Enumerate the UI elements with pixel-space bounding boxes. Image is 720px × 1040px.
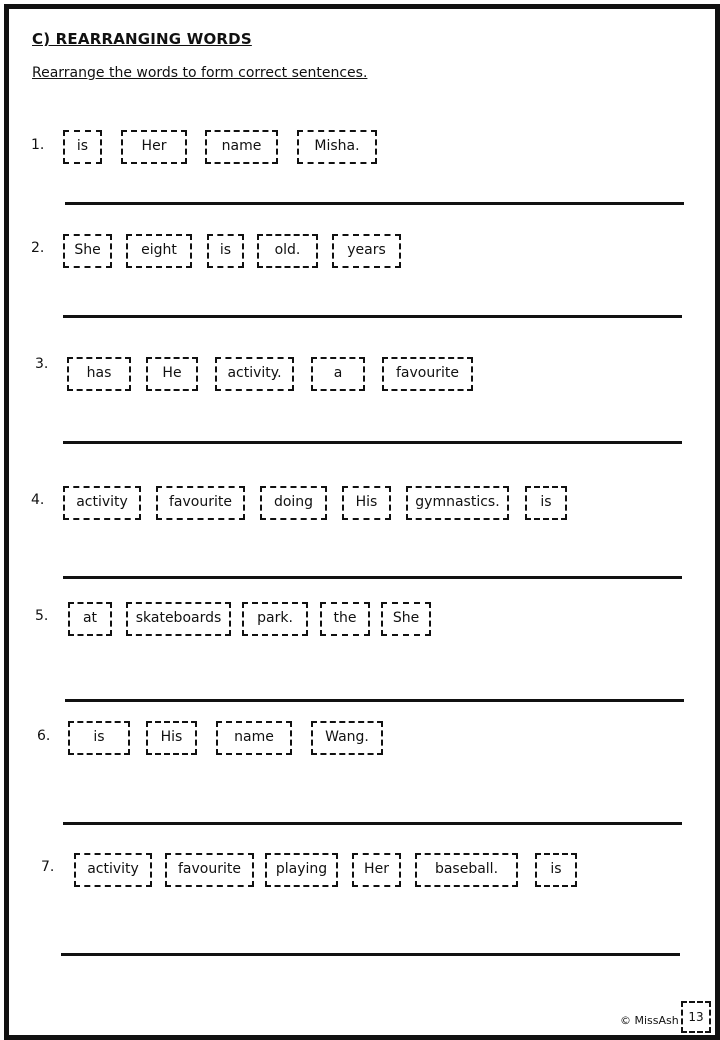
question-number-2: 2. [31, 240, 45, 256]
question-number-3: 3. [35, 356, 49, 372]
word-card[interactable]: activity. [215, 357, 294, 391]
word-card[interactable]: is [525, 486, 567, 520]
word-card[interactable]: His [146, 721, 197, 755]
word-card[interactable]: at [68, 602, 112, 636]
question-number-5: 5. [35, 608, 49, 624]
answer-line-2[interactable] [63, 315, 682, 318]
instruction-text: Rearrange the words to form correct sentences. [32, 65, 368, 81]
answer-line-4[interactable] [63, 576, 682, 579]
word-card[interactable]: She [63, 234, 112, 268]
word-card[interactable]: favourite [156, 486, 245, 520]
word-card[interactable]: eight [126, 234, 192, 268]
answer-line-7[interactable] [61, 953, 680, 956]
word-card[interactable]: skateboards [126, 602, 231, 636]
section-title: C) REARRANGING WORDS [32, 30, 252, 48]
question-number-6: 6. [37, 728, 51, 744]
word-card[interactable]: favourite [165, 853, 254, 887]
word-card[interactable]: activity [63, 486, 141, 520]
word-card[interactable]: a [311, 357, 365, 391]
word-card[interactable]: park. [242, 602, 308, 636]
word-card[interactable]: years [332, 234, 401, 268]
word-card[interactable]: playing [265, 853, 338, 887]
answer-line-3[interactable] [63, 441, 682, 444]
word-card[interactable]: Wang. [311, 721, 383, 755]
word-card[interactable]: is [63, 130, 102, 164]
word-card[interactable]: Her [121, 130, 187, 164]
word-card[interactable]: He [146, 357, 198, 391]
question-number-1: 1. [31, 137, 45, 153]
word-card[interactable]: name [216, 721, 292, 755]
word-card[interactable]: has [67, 357, 131, 391]
word-card[interactable]: His [342, 486, 391, 520]
answer-line-1[interactable] [65, 202, 684, 205]
answer-line-6[interactable] [63, 822, 682, 825]
word-card[interactable]: favourite [382, 357, 473, 391]
word-card[interactable]: is [68, 721, 130, 755]
word-card[interactable]: gymnastics. [406, 486, 509, 520]
word-card[interactable]: is [207, 234, 244, 268]
copyright-credit: © MissAsh [620, 1014, 679, 1027]
word-card[interactable]: She [381, 602, 431, 636]
word-card[interactable]: old. [257, 234, 318, 268]
word-card[interactable]: activity [74, 853, 152, 887]
word-card[interactable]: Misha. [297, 130, 377, 164]
word-card[interactable]: doing [260, 486, 327, 520]
word-card[interactable]: baseball. [415, 853, 518, 887]
word-card[interactable]: is [535, 853, 577, 887]
question-number-4: 4. [31, 492, 45, 508]
word-card[interactable]: the [320, 602, 370, 636]
word-card[interactable]: name [205, 130, 278, 164]
answer-line-5[interactable] [65, 699, 684, 702]
word-card[interactable]: Her [352, 853, 401, 887]
page-number: 13 [681, 1001, 711, 1033]
question-number-7: 7. [41, 859, 55, 875]
